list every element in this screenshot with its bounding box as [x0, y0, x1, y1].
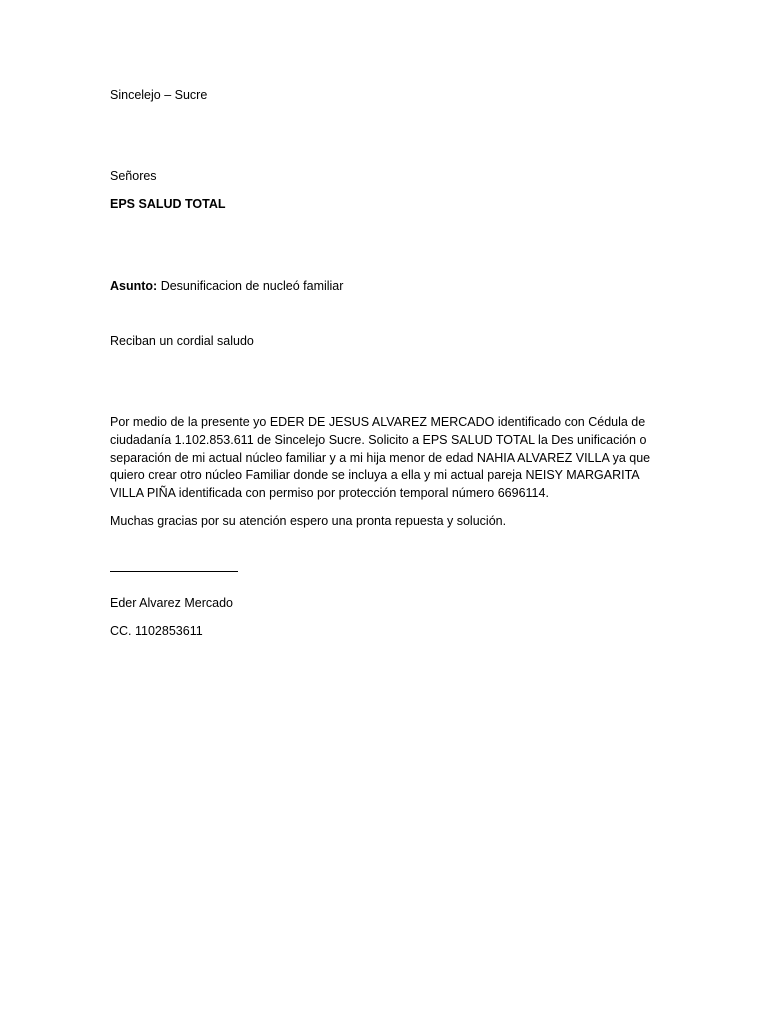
- greeting: Reciban un cordial saludo: [110, 334, 254, 348]
- signature-line: [110, 571, 238, 572]
- body-paragraph: Por medio de la presente yo EDER DE JESUS ALVAREZ MERCADO identificado con Cédula de ciudadanía 1.102.853.611 de Sincelejo Sucre. Solicito a EPS SALUD TOTAL la Des unificación o separación de mi actual núcleo familiar y a mi hija menor de edad NAHIA ALVAREZ VILLA ya que quiero crear otro núcleo Familiar donde se incluya a ella y mi actual pareja NEISY MARGARITA VILLA PIÑA identificada con permiso por protección temporal número 6696114.: [110, 415, 651, 501]
- signer-name: Eder Alvarez Mercado: [110, 596, 233, 610]
- subject-text: Desunificacion de nucleó familiar: [157, 279, 344, 293]
- closing-text: Muchas gracias por su atención espero una pronta repuesta y solución.: [110, 514, 507, 528]
- salutation-to: Señores: [110, 169, 157, 183]
- recipient: EPS SALUD TOTAL: [110, 197, 226, 211]
- subject-label: Asunto:: [110, 279, 158, 293]
- letter-place: Sincelejo – Sucre: [110, 88, 208, 102]
- signer-id: CC. 1102853611: [110, 624, 203, 638]
- subject-line: [110, 277, 343, 295]
